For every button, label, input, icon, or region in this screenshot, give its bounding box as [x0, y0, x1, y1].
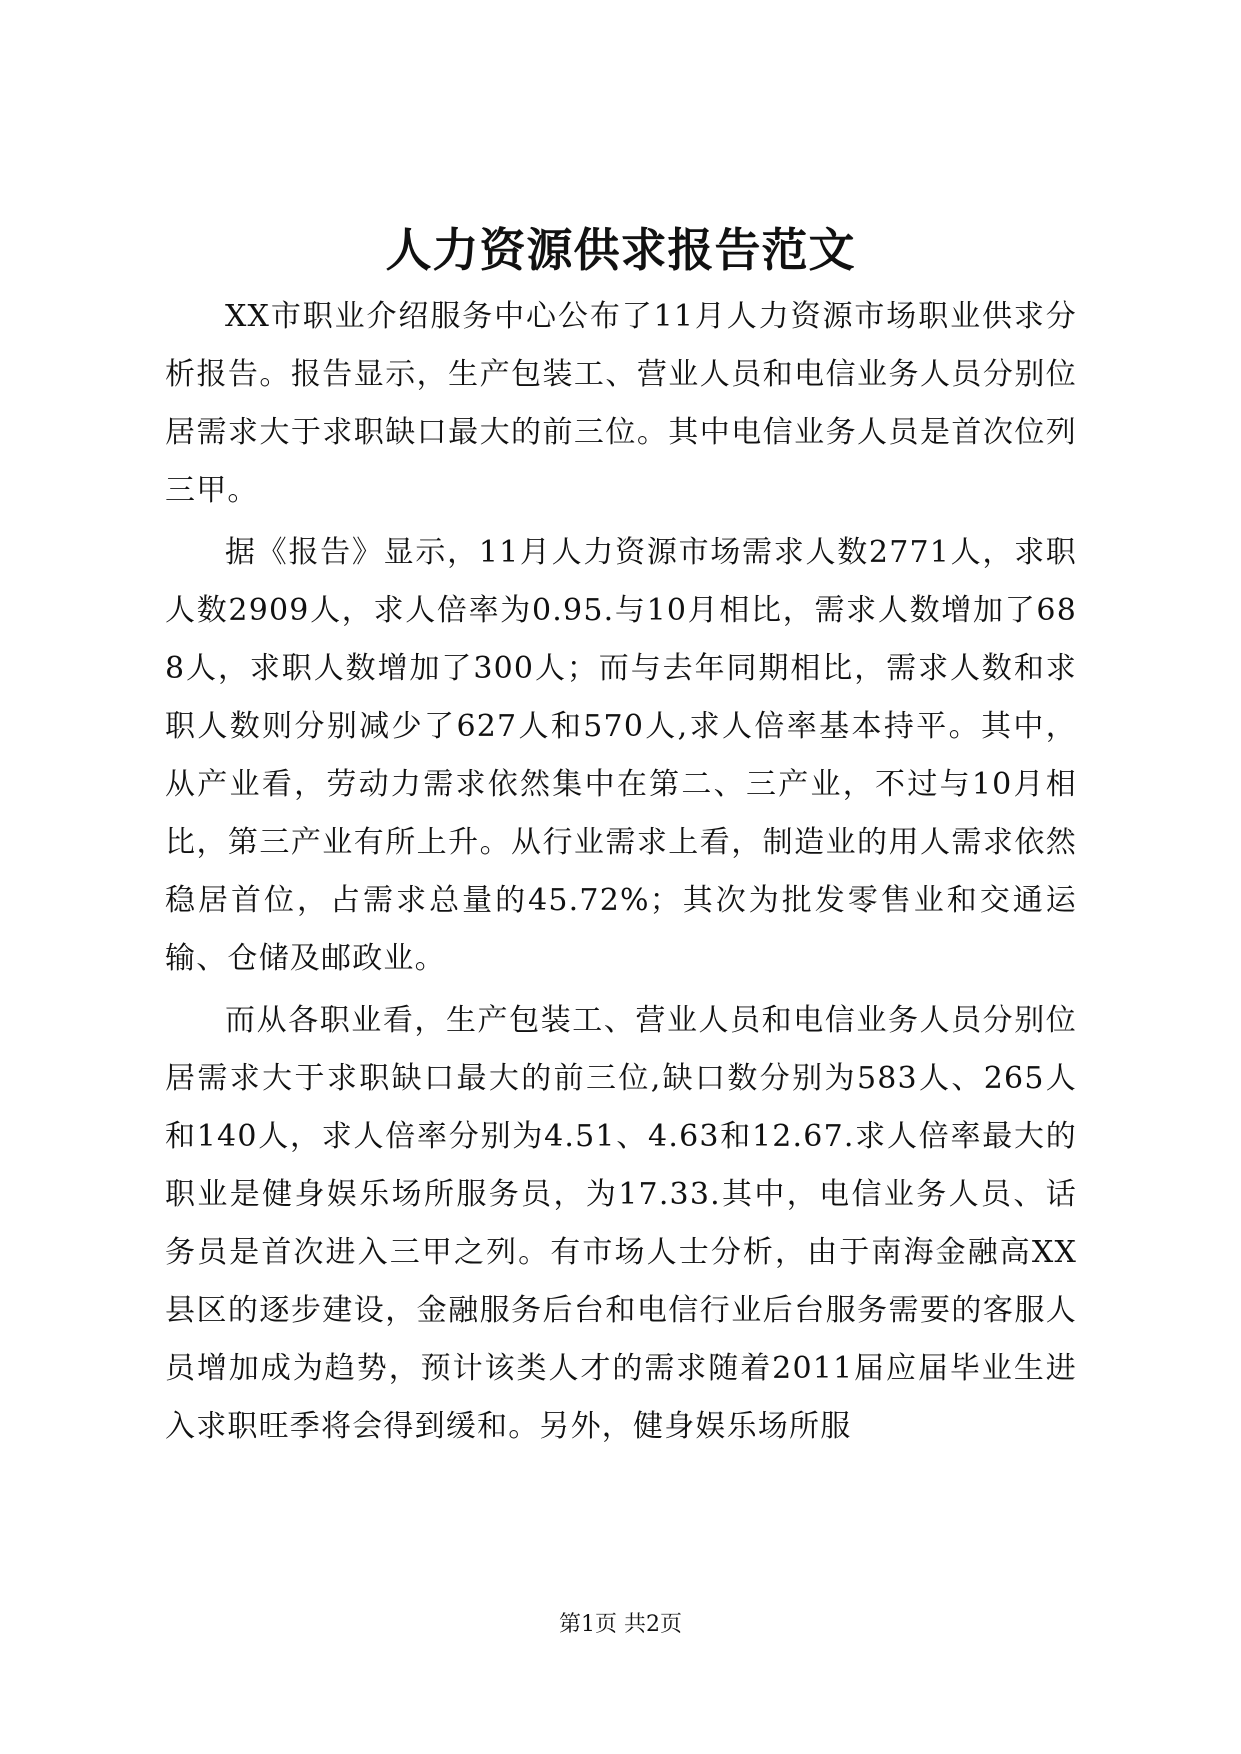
page-number-footer: 第1页 共2页 [559, 1612, 682, 1637]
paragraph-2: 据《报告》显示，11月人力资源市场需求人数2771人，求职人数2909人，求人倍率为0.95.与10月相比，需求人数增加了688人，求职人数增加了300人；而与去年同期相比，需求人数和求职人数则分别减少了627人和570人,求人倍率基本持平。其中，从产业看，劳动力需求依然集中在第二、三产业，不过与10月相比，第三产业有所上升。从行业需求上看，制造业的用人需求依然稳居首位，占需求总量的45.72%；其次为批发零售业和交通运输、仓储及邮政业。 [165, 535, 1077, 976]
document-title: 人力资源供求报告范文 [385, 223, 856, 277]
paragraph-1: XX市职业介绍服务中心公布了11月人力资源市场职业供求分析报告。报告显示，生产包装工、营业人员和电信业务人员分别位居需求大于求职缺口最大的前三位。其中电信业务人员是首次位列三甲。 [165, 299, 1077, 508]
paragraph-3: 而从各职业看，生产包装工、营业人员和电信业务人员分别位居需求大于求职缺口最大的前三位,缺口数分别为583人、265人和140人，求人倍率分别为4.51、4.63和12.67.求人倍率最大的职业是健身娱乐场所服务员，为17.33.其中，电信业务人员、话务员是首次进入三甲之列。有市场人士分析，由于南海金融高XX县区的逐步建设，金融服务后台和电信行业后台服务需要的客服人员增加成为趋势，预计该类人才的需求随着2011届应届毕业生进入求职旺季将会得到缓和。另外，健身娱乐场所服 [165, 1003, 1077, 1444]
document-body [165, 288, 1077, 1456]
